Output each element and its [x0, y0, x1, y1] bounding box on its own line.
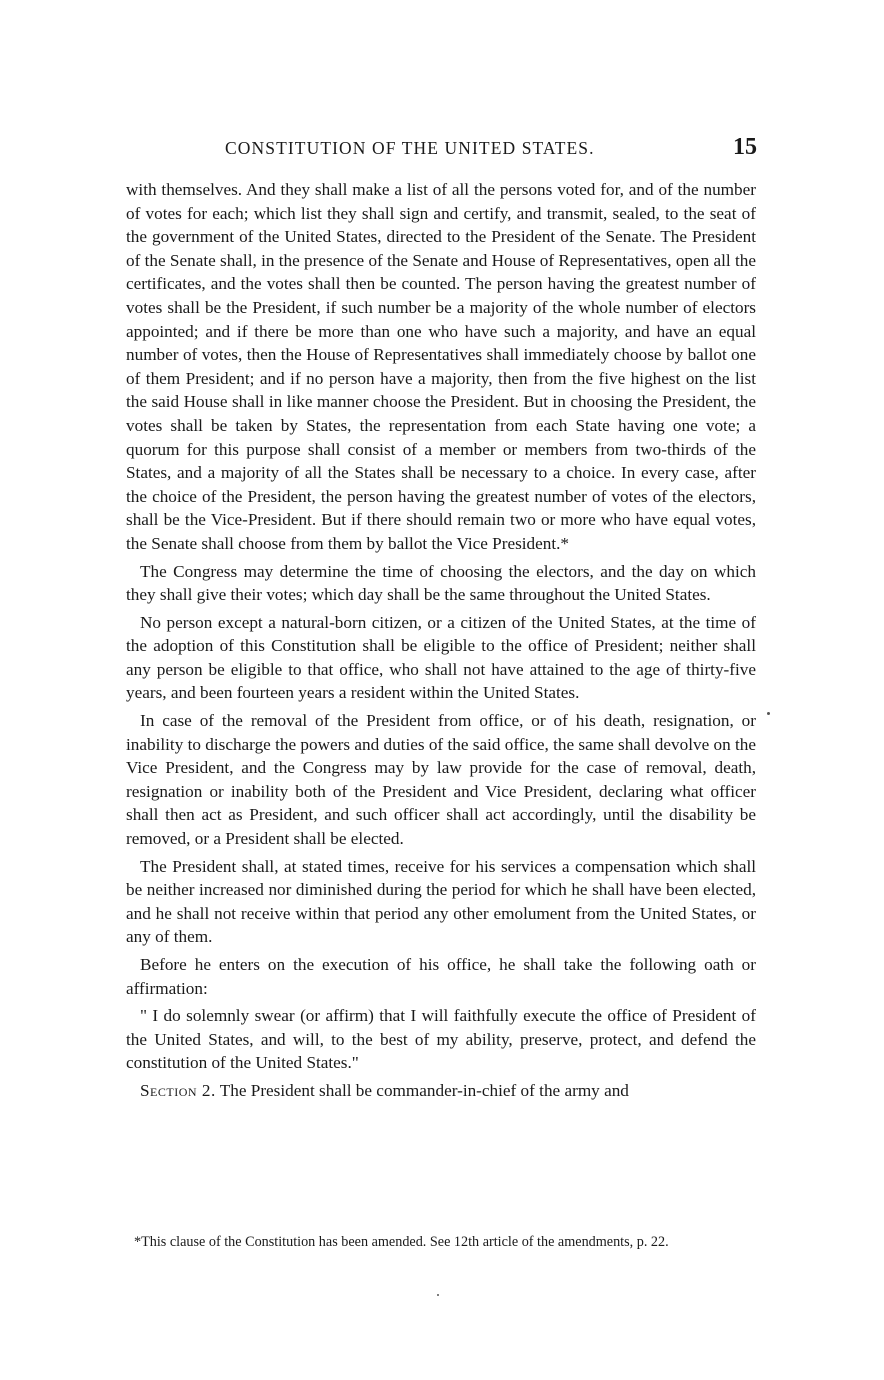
page-number: 15 — [733, 134, 757, 160]
section-text: The President shall be commander-in-chief of the army and — [219, 1080, 629, 1100]
footnote: *This clause of the Constitution has been amended. See 12th article of the amendments, p. 22. — [134, 1234, 669, 1250]
running-title: CONSTITUTION OF THE UNITED STATES. — [225, 138, 595, 158]
paragraph-oath: " I do solemnly swear (or affirm) that I will faithfully execute the office of President of the United States, and will, to the best of my ability, preserve, protect, and defend the constitution of the United States." — [126, 1006, 756, 1073]
paragraph-compensation: The President shall, at stated times, receive for his services a compensation which shall be neither increased nor diminished during the period for which he shall have been elected, and he shall not receive within that period any other emolument from the United States, or any of them. — [126, 856, 756, 947]
scan-speck — [437, 1294, 439, 1296]
paragraph-electors-timing: The Congress may determine the time of choosing the electors, and the day on which they shall give their votes; which day shall be the same throughout the United States. — [126, 561, 756, 605]
section-label: Section 2. — [140, 1080, 216, 1100]
paragraph-section-2 — [126, 1079, 756, 1103]
paragraph-oath-intro: Before he enters on the execution of his office, he shall take the following oath or affirmation: — [126, 955, 756, 998]
paragraph-electoral-count: with themselves. And they shall make a list of all the persons voted for, and of the number of votes for each; which list they shall sign and certify, and transmit, sealed, to the seat of the government of the United States, directed to the President of the Senate. The President of the Senate shall, in the presence of the Senate and House of Representatives, open all the certificates, and the votes shall then be counted. The person having the greatest number of votes shall be the President, if such number be a majority of the whole number of electors appointed; and if there be more than one who have such a majority, and have an equal number of votes, then the House of Representatives shall immediately choose by ballot one of them President; and if no person have a majority, then from the five highest on the list the said House shall in like manner choose the President. But in choosing the President, the votes shall be taken by States, the representation from each State having one vote; a quorum for this purpose shall consist of a member or members from two-thirds of the States, and a majority of all the States shall be necessary to a choice. In every case, after the choice of the President, the person having the greatest number of votes of the electors, shall be the Vice-President. But if there should remain two or more who have equal votes, the Senate shall choose from them by ballot the Vice President.* — [126, 180, 756, 553]
scan-speck — [767, 712, 770, 715]
body-text — [126, 178, 756, 1107]
paragraph-eligibility: No person except a natural-born citizen, or a citizen of the United States, at the time of the adoption of this Constitution shall be eligible to the office of President; neither shall any person be eligible to that office, who shall not have attained to the age of thirty-five years, and been fourteen years a resident within the United States. — [126, 612, 756, 703]
paragraph-succession: In case of the removal of the President from office, or of his death, resignation, or inability to discharge the powers and duties of the said office, the same shall devolve on the Vice President, and the Congress may by law provide for the case of removal, death, resignation or inability both of the President and Vice President, declaring what officer shall then act as President, and such officer shall act accordingly, until the disability be removed, or a President shall be elected. — [126, 711, 756, 849]
running-head — [225, 134, 757, 161]
